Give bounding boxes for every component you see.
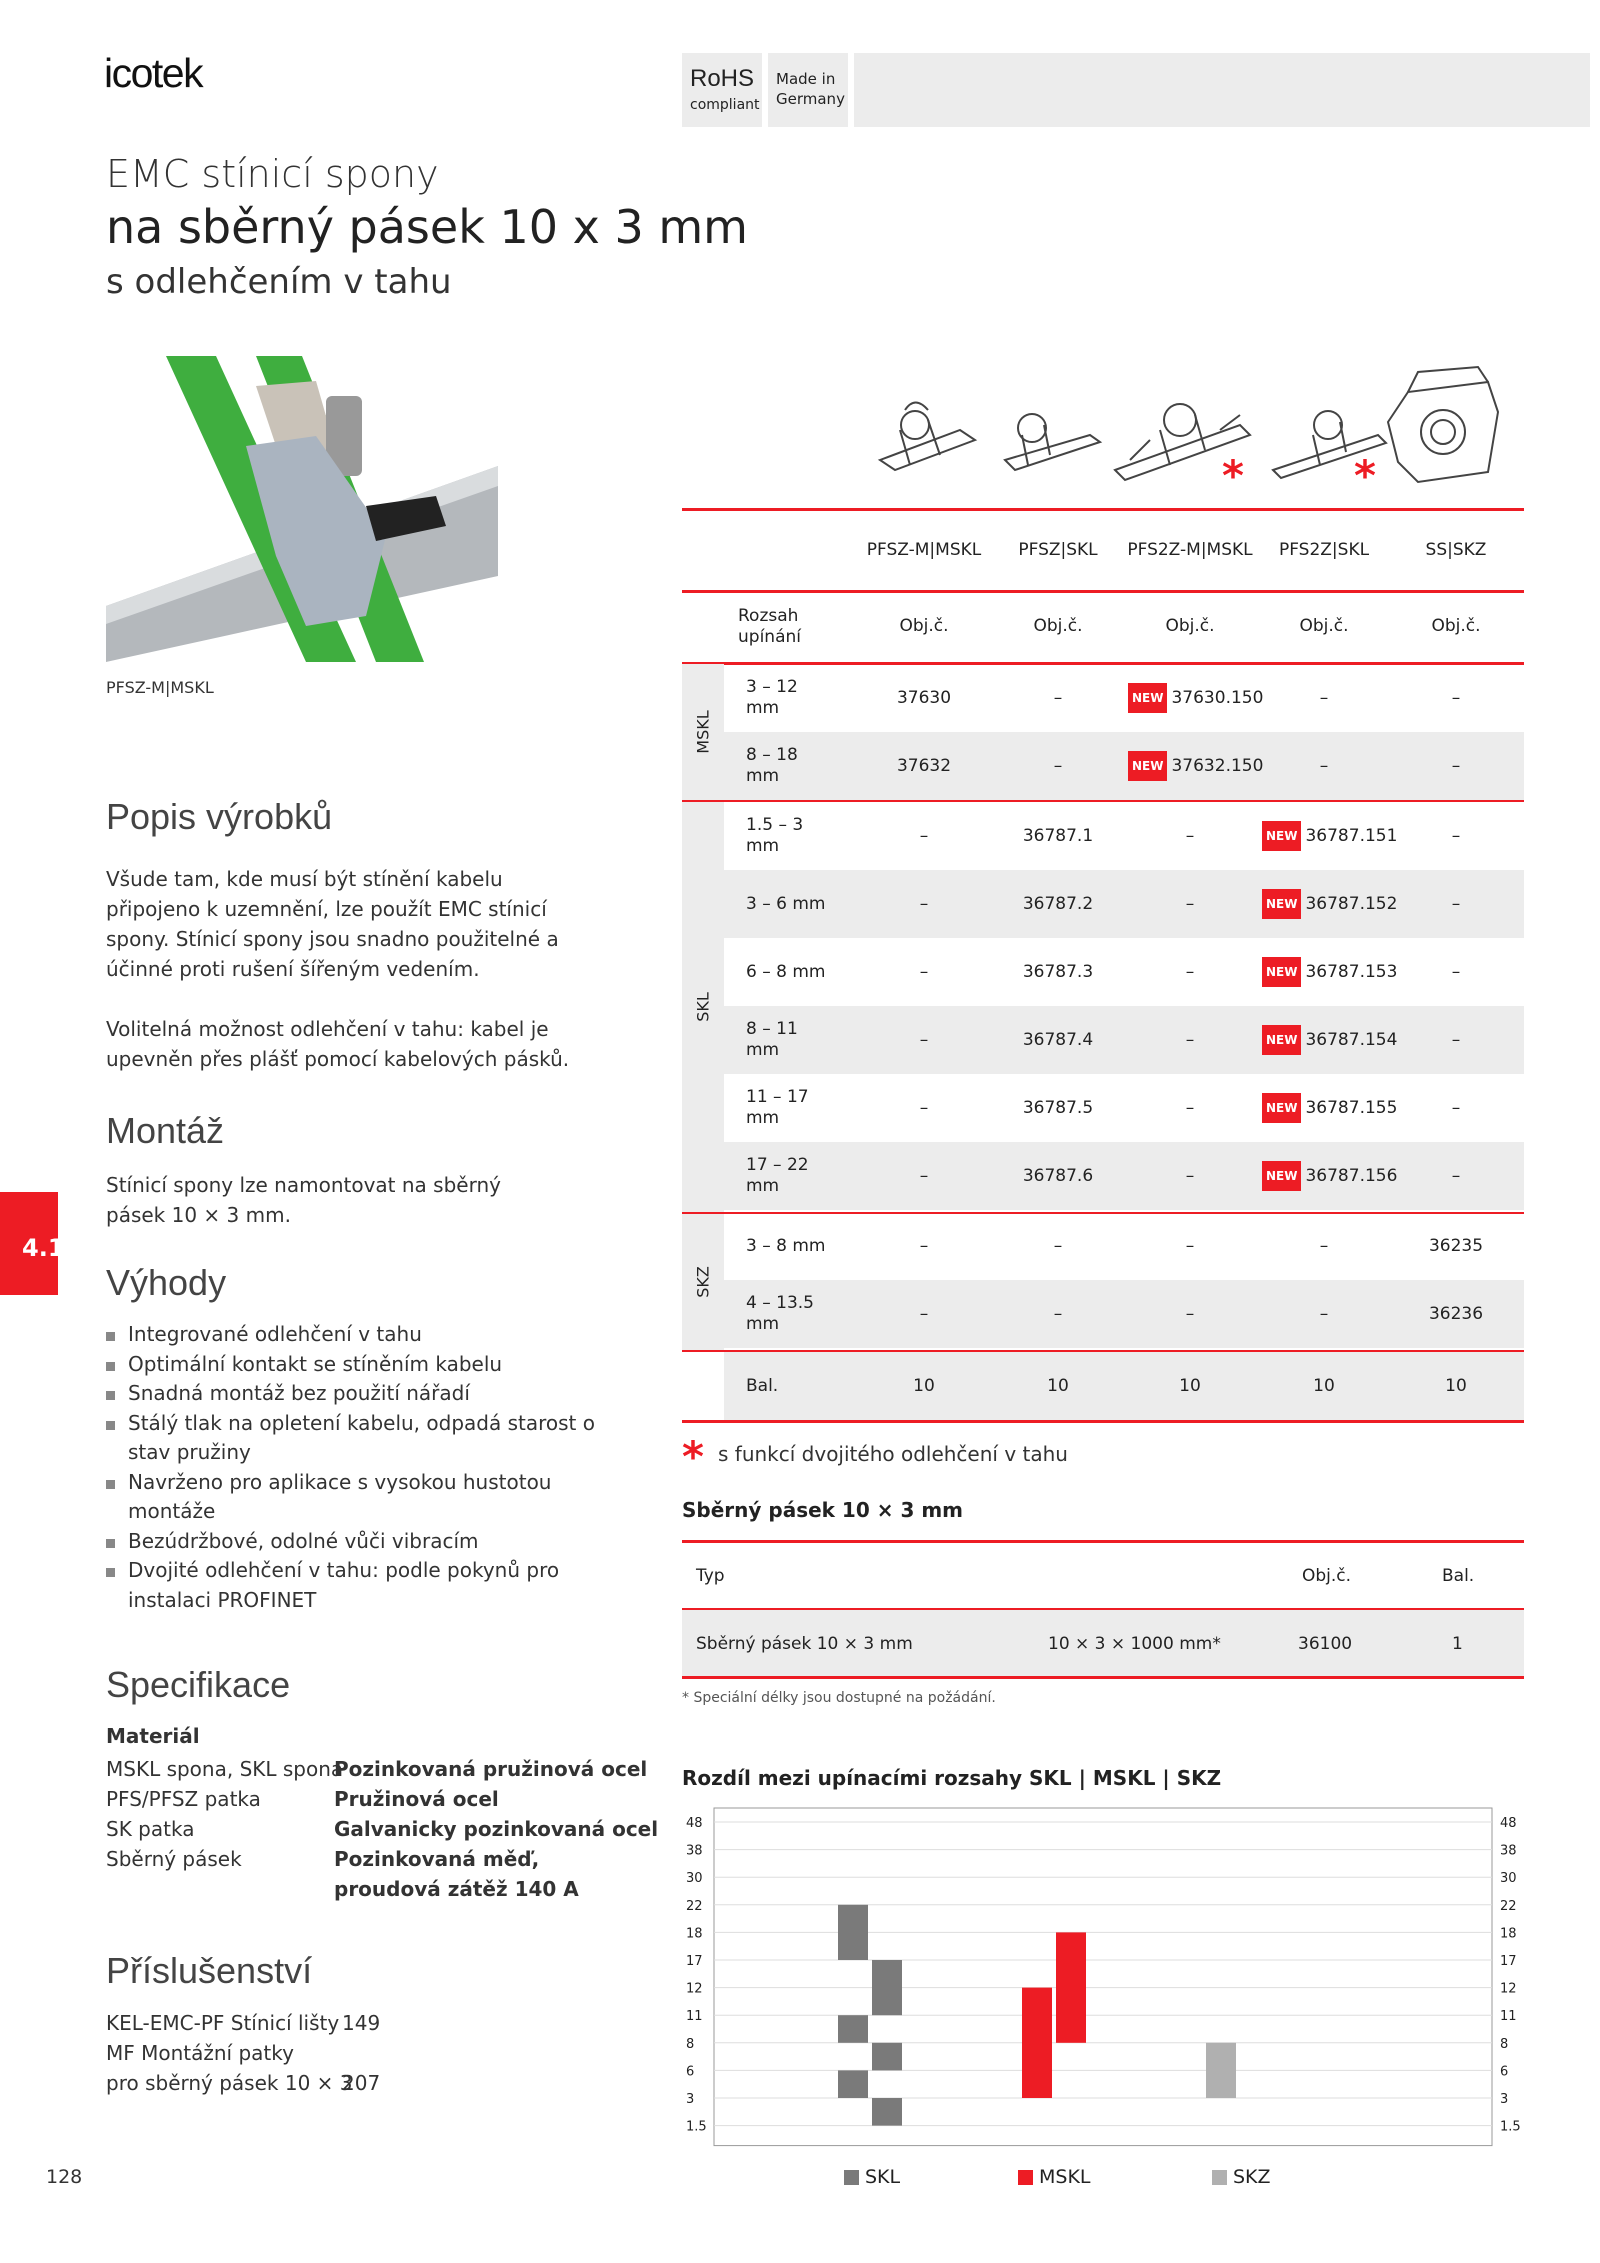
busbar-order-header: Obj.č. [1302,1566,1352,1586]
order-number: – [1185,894,1195,914]
pfsz-m-mskl-icon [870,370,990,490]
title-line1: EMC stínicí spony [106,152,439,196]
new-badge: NEW [1262,889,1301,919]
advantage-item: Stálý tlak na opletení kabelu, odpadá starost o stav pružiny [106,1409,596,1468]
range-cell: 8 – 11 mm [746,1019,798,1060]
advantage-item: Snadná montáž bez použití nářadí [106,1379,596,1409]
legend-item-skz [1212,2166,1271,2188]
table-bottom-line [682,1420,1524,1423]
order-col-header: Obj.č. [1165,616,1215,636]
table-header-line [682,590,1524,593]
spec-row [106,1784,626,1814]
product-photo [106,356,498,662]
table-row [724,802,1524,870]
order-cell [1264,664,1384,732]
order-number: – [1185,962,1195,982]
order-cell [1130,938,1250,1006]
order-number: – [919,894,929,914]
spec-value: proudová zátěž 140 A [334,1877,579,1901]
certification-badges [682,53,1590,127]
spec-key: MSKL spona, SKL spona [106,1757,344,1781]
range-bar-skl [838,1905,868,1960]
product-name: PFSZ-M|MSKL [866,540,982,560]
new-badge: NEW [1262,1093,1301,1123]
accessory-name: pro sběrný pásek 10 × 3 [106,2071,353,2095]
advantages-heading: Výhody [106,1262,227,1303]
icotek-logo: icotek [104,50,203,96]
order-cell [1396,802,1516,870]
order-cell [998,1280,1118,1348]
tick-label-left: 11 [686,2009,703,2025]
order-cell [1262,1074,1398,1142]
order-number: 37630 [896,688,952,708]
tick-label-right: 1.5 [1500,2119,1521,2135]
order-cell [864,1280,984,1348]
description-heading: Popis výrobků [106,796,333,837]
title-line3: s odlehčením v tahu [106,262,452,302]
table-row [724,870,1524,938]
accessories-heading: Příslušenství [106,1950,313,1991]
order-number: – [1185,1236,1195,1256]
accessory-name: MF Montážní patky [106,2041,294,2065]
order-number: – [1319,756,1329,776]
table-row [724,664,1524,732]
tick-label-left: 48 [686,1816,703,1831]
order-cell [1130,802,1250,870]
accessory-name: KEL-EMC-PF Stínicí lišty [106,2011,340,2035]
order-cell [1130,870,1250,938]
table-row [724,1006,1524,1074]
group-mskl: MSKL [682,664,724,800]
order-cell [998,732,1118,800]
badge-bar-filler [854,53,1590,127]
tick-label-left: 17 [686,1954,703,1969]
tick-label-right: 12 [1500,1981,1517,1997]
pack-value: 10 [1179,1376,1201,1396]
star-pfs2z-icon: * [1354,451,1376,500]
tick-label-left: 30 [686,1871,703,1887]
order-cell [1396,1142,1516,1210]
product-name: PFSZ|SKL [1018,540,1098,560]
order-number: 36787.6 [1022,1166,1094,1186]
spec-key: PFS/PFSZ patka [106,1787,261,1811]
advantage-item: Navrženo pro aplikace s vysokou hustotou montáže [106,1468,596,1527]
spec-row [106,1874,626,1904]
order-cell [1396,1212,1516,1280]
order-number: – [1451,826,1461,846]
order-number: 36787.155 [1305,1098,1398,1118]
order-cell [998,870,1118,938]
table-row [724,1212,1524,1280]
tick-label-right: 11 [1500,2009,1517,2025]
range-header: Rozsah upínání [738,606,801,647]
order-number: – [1185,1304,1195,1324]
pack-value: 10 [1445,1376,1467,1396]
new-badge: NEW [1262,821,1301,851]
tick-label-right: 17 [1500,1954,1517,1969]
order-cell [1262,870,1398,938]
tick-label-right: 48 [1500,1816,1517,1831]
spec-row [106,1814,659,1844]
legend-label: MSKL [1039,2166,1091,2188]
range-bar-skl [872,2098,902,2126]
page-number: 128 [46,2166,83,2188]
tick-label-left: 38 [686,1843,703,1859]
rohs-sub: compliant [690,97,760,113]
chapter-tab: 4.1 [0,1192,58,1295]
order-number: – [1319,1236,1329,1256]
order-cell [864,1074,984,1142]
spec-value: Pružinová ocel [334,1787,499,1811]
mounting-text: Stínicí spony lze namontovat na sběrný pásek 10 × 3 mm. [106,1173,501,1227]
new-badge: NEW [1128,683,1167,713]
star-pfs2z-m-icon: * [1222,451,1244,500]
order-number: – [919,1236,929,1256]
specification-heading: Specifikace [106,1664,291,1705]
spec-row [106,1754,648,1784]
order-number: – [919,1098,929,1118]
tick-label-left: 18 [686,1926,703,1942]
accessory-row [106,2068,626,2098]
range-bar-skl [872,2043,902,2071]
range-bar-mskl [1056,1932,1086,2042]
order-number: 36787.156 [1305,1166,1398,1186]
order-number: – [1451,1166,1461,1186]
order-number: – [919,1030,929,1050]
busbar-note: * Speciální délky jsou dostupné na požádání. [682,1690,996,1706]
tick-label-left: 3 [686,2092,695,2107]
busbar-pack-header: Bal. [1442,1566,1475,1586]
range-cell: 3 – 12 mm [746,677,798,718]
order-cell [998,1212,1118,1280]
order-cell [1130,1142,1250,1210]
order-number: 37630.150 [1171,688,1264,708]
tick-label-right: 6 [1500,2064,1509,2080]
order-cell [1128,732,1264,800]
busbar-title: Sběrný pásek 10 × 3 mm [682,1498,964,1522]
order-cell [1264,1212,1384,1280]
mounting-heading: Montáž [106,1110,225,1151]
order-number: 37632 [896,756,952,776]
order-cell [864,938,984,1006]
spec-material-label: Materiál [106,1724,200,1748]
tick-label-right: 8 [1500,2036,1509,2052]
order-cell [1262,802,1398,870]
order-number: – [919,826,929,846]
order-number: 36787.151 [1305,826,1398,846]
pfsz-skl-icon [1000,380,1110,490]
ss-skz-icon [1378,362,1508,492]
legend-label: SKL [865,2166,901,2188]
footnote-text: s funkcí dvojitého odlehčení v tahu [718,1442,1068,1466]
legend-label: SKZ [1233,2166,1271,2188]
description-p1: Všude tam, kde musí být stínění kabelu připojeno k uzemnění, lze použít EMC stínicí spony. Stínicí spony jsou snadno použitelné a účinné proti rušení šířeným vedením. [106,867,559,981]
table-row [724,1280,1524,1348]
order-number: – [1451,962,1461,982]
pack-value: 10 [1313,1376,1335,1396]
order-cell [998,1074,1118,1142]
tick-label-left: 6 [686,2064,695,2080]
order-cell [1130,1212,1250,1280]
order-number: – [1053,688,1063,708]
legend-swatch [844,2170,859,2185]
new-badge: NEW [1262,1025,1301,1055]
range-cell: 3 – 8 mm [746,1235,826,1256]
legend-item-mskl [1018,2166,1091,2188]
spec-value: Pozinkovaná pružinová ocel [334,1757,648,1781]
group-skz: SKZ [682,1214,724,1350]
photo-caption: PFSZ-M|MSKL [106,678,214,697]
order-cell [864,1212,984,1280]
table-row [724,1074,1524,1142]
range-cell: 8 – 18 mm [746,745,798,786]
busbar-type: Sběrný pásek 10 × 3 mm [696,1634,913,1654]
group-skl: SKL [682,802,724,1212]
range-cell: 1.5 – 3 mm [746,815,804,856]
legend-swatch [1212,2170,1227,2185]
advantage-item: Integrované odlehčení v tahu [106,1320,596,1350]
title-line2: na sběrný pásek 10 x 3 mm [106,200,748,254]
order-cell [1262,938,1398,1006]
order-number: – [919,962,929,982]
advantage-item: Dvojité odlehčení v tahu: podle pokynů pro instalaci PROFINET [106,1556,596,1615]
order-number: – [1053,1304,1063,1324]
pack-value: 10 [1047,1376,1069,1396]
order-cell [1396,870,1516,938]
order-number: – [1185,1030,1195,1050]
spec-key: SK patka [106,1817,195,1841]
spec-value: Pozinkovaná měď, [334,1847,540,1871]
order-cell [1130,1006,1250,1074]
order-cell [1396,1006,1516,1074]
order-number: 36787.5 [1022,1098,1094,1118]
chart-title: Rozdíl mezi upínacími rozsahy SKL | MSKL | SKZ [682,1766,1222,1790]
spec-key: Sběrný pásek [106,1847,242,1871]
order-cell [1264,732,1384,800]
order-number: 36235 [1428,1236,1484,1256]
made-line1: Made in [776,70,836,88]
order-cell [1396,938,1516,1006]
order-number: – [1185,1098,1195,1118]
range-cell: 6 – 8 mm [746,961,826,982]
order-number: 36787.1 [1022,826,1094,846]
accessory-row [106,2008,626,2038]
range-cell: 17 – 22 mm [746,1155,809,1196]
range-chart [682,1800,1524,2150]
legend-swatch [1018,2170,1033,2185]
order-number: – [1451,1030,1461,1050]
order-cell [864,1142,984,1210]
tick-label-right: 18 [1500,1926,1517,1942]
tick-label-left: 1.5 [686,2119,707,2135]
order-cell [864,870,984,938]
pack-value: 10 [913,1376,935,1396]
order-number: 36787.4 [1022,1030,1094,1050]
order-number: 36787.153 [1305,962,1398,982]
order-cell [1396,664,1516,732]
order-cell [1262,1142,1398,1210]
order-cell [1396,1280,1516,1348]
accessory-page: 149 [342,2011,381,2035]
order-number: 36236 [1428,1304,1484,1324]
table-row [724,732,1524,800]
tick-label-right: 3 [1500,2092,1509,2107]
range-cell: 11 – 17 mm [746,1087,809,1128]
order-number: – [1319,688,1329,708]
order-col-header: Obj.č. [899,616,949,636]
order-number: – [919,1304,929,1324]
range-bar-skz [1206,2043,1236,2098]
product-name: PFS2Z|SKL [1278,540,1370,560]
order-cell [1264,1280,1384,1348]
new-badge: NEW [1262,957,1301,987]
tick-label-left: 22 [686,1898,703,1914]
order-cell [998,938,1118,1006]
order-number: – [1185,1166,1195,1186]
new-badge: NEW [1262,1161,1301,1191]
order-cell [1130,1280,1250,1348]
range-bar-skl [872,1960,902,2015]
busbar-pack: 1 [1452,1634,1463,1654]
product-name: PFS2Z-M|MSKL [1127,540,1253,560]
busbar-dimension: 10 × 3 × 1000 mm* [1048,1634,1221,1654]
range-cell: 4 – 13.5 mm [746,1293,814,1334]
legend-item-skl [844,2166,900,2188]
order-number: 36787.2 [1022,894,1094,914]
range-bar-mskl [1022,1988,1052,2098]
order-number: – [1053,1236,1063,1256]
tick-label-right: 30 [1500,1871,1517,1887]
order-number: – [1451,688,1461,708]
description-p2: Volitelná možnost odlehčení v tahu: kabel je upevněn přes plášť pomocí kabelových pásků. [106,1017,570,1071]
tick-label-right: 22 [1500,1898,1517,1914]
table-top-line [682,508,1524,511]
range-bar-skl [838,2070,868,2098]
accessory-page: 207 [342,2071,381,2095]
table-row [724,938,1524,1006]
spec-row [106,1844,626,1874]
order-number: – [1451,1098,1461,1118]
advantages-list [106,1320,596,1615]
order-cell [1130,1074,1250,1142]
order-number: 36787.154 [1305,1030,1398,1050]
range-cell: 3 – 6 mm [746,893,826,914]
order-cell [1396,1074,1516,1142]
made-line2: Germany [776,90,845,108]
order-cell [998,1142,1118,1210]
order-number: – [1319,1304,1329,1324]
footnote-star-icon: * [682,1432,704,1481]
new-badge: NEW [1128,751,1167,781]
order-cell [864,802,984,870]
tick-label-left: 8 [686,2036,695,2052]
order-cell [998,802,1118,870]
order-number: – [1053,756,1063,776]
order-cell [864,732,984,800]
order-cell [1128,664,1264,732]
spec-value: Galvanicky pozinkovaná ocel [334,1817,659,1841]
pack-label: Bal. [746,1376,779,1396]
table-row [724,1142,1524,1210]
order-number: – [1185,826,1195,846]
order-number: 37632.150 [1171,756,1264,776]
order-col-header: Obj.č. [1033,616,1083,636]
order-cell [1262,1006,1398,1074]
order-cell [864,1006,984,1074]
accessory-row [106,2038,626,2068]
order-number: 36787.152 [1305,894,1398,914]
pack-row [724,1352,1524,1420]
order-number: – [919,1166,929,1186]
order-number: – [1451,756,1461,776]
order-cell [998,1006,1118,1074]
busbar-order: 36100 [1298,1634,1353,1654]
range-bar-skl [838,2015,868,2043]
order-cell [864,664,984,732]
rohs-badge [682,53,762,127]
product-name: SS|SKZ [1425,540,1487,560]
tick-label-right: 38 [1500,1843,1517,1859]
tick-label-left: 12 [686,1981,703,1997]
order-col-header: Obj.č. [1431,616,1481,636]
order-number: – [1451,894,1461,914]
busbar-type-header: Typ [696,1566,725,1586]
made-in-germany-badge [768,53,848,127]
advantage-item: Bezúdržbové, odolné vůči vibracím [106,1527,596,1557]
order-number: 36787.3 [1022,962,1094,982]
rohs-label: RoHS [690,65,755,92]
order-col-header: Obj.č. [1299,616,1349,636]
advantage-item: Optimální kontakt se stíněním kabelu [106,1350,596,1380]
order-cell [1396,732,1516,800]
order-cell [998,664,1118,732]
